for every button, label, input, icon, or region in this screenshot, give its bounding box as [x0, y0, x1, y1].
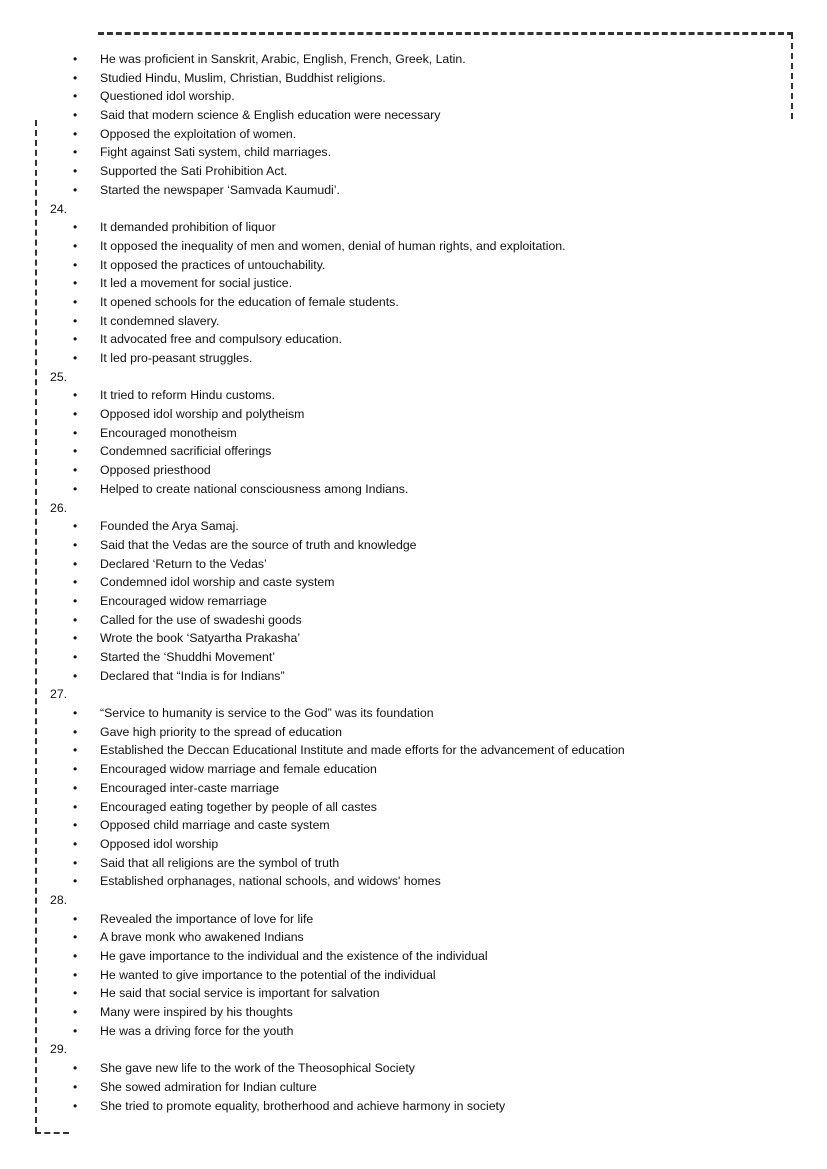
list-item [0, 854, 827, 873]
list-item [0, 872, 827, 891]
list-item-text: Opposed the exploitation of women. [100, 126, 297, 141]
list-item-text: Established orphanages, national schools, and widows' homes [100, 874, 441, 889]
list-item-text: Supported the Sati Prohibition Act. [100, 164, 288, 179]
bullet-icon: • [73, 407, 78, 422]
list-item-text: Wrote the book ‘Satyartha Prakasha’ [100, 631, 301, 646]
bullet-icon: • [73, 836, 78, 851]
list-item-text: He said that social service is important for salvation [100, 986, 380, 1001]
bullet-icon: • [73, 575, 78, 590]
list-item [0, 461, 827, 480]
list-item [0, 704, 827, 723]
list-item [0, 50, 827, 69]
list-item [0, 723, 827, 742]
list-item [0, 910, 827, 929]
bullet-icon: • [73, 967, 78, 982]
list-item-text: Gave high priority to the spread of education [100, 724, 342, 739]
bullet-icon: • [73, 145, 78, 160]
bullet-icon: • [73, 463, 78, 478]
list-item [0, 611, 827, 630]
list-item [0, 798, 827, 817]
list-item [0, 517, 827, 536]
section-number [0, 499, 827, 518]
list-item [0, 555, 827, 574]
list-item [0, 162, 827, 181]
list-item-text: He was proficient in Sanskrit, Arabic, English, French, Greek, Latin. [100, 52, 466, 66]
bullet-icon: • [73, 164, 78, 179]
list-item [0, 779, 827, 798]
bullet-icon: • [73, 911, 78, 926]
list-item [0, 87, 827, 106]
bullet-icon: • [73, 257, 78, 272]
bullet-icon: • [73, 126, 78, 141]
list-item [0, 293, 827, 312]
section-number [0, 1040, 827, 1059]
bullet-icon: • [73, 52, 78, 66]
bullet-icon: • [73, 220, 78, 235]
list-item [0, 256, 827, 275]
list-item-text: Started the newspaper ‘Samvada Kaumudi’. [100, 182, 340, 197]
bullet-icon: • [73, 537, 78, 552]
section-number-label: 25. [50, 369, 68, 384]
list-item-text: A brave monk who awakened Indians [100, 930, 304, 945]
bullet-icon: • [73, 855, 78, 870]
list-item [0, 573, 827, 592]
list-item-text: Opposed priesthood [100, 463, 211, 478]
list-item-text: It led a movement for social justice. [100, 276, 293, 291]
list-item [0, 1022, 827, 1041]
list-item-text: Declared that “India is for Indians” [100, 668, 285, 683]
list-item [0, 1078, 827, 1097]
list-item-text: Condemned idol worship and caste system [100, 575, 335, 590]
section-number [0, 685, 827, 704]
list-item-text: Studied Hindu, Muslim, Christian, Buddhist religions. [100, 70, 386, 85]
bullet-icon: • [73, 1098, 78, 1113]
bullet-icon: • [73, 593, 78, 608]
list-item [0, 592, 827, 611]
list-item [0, 274, 827, 293]
list-item [0, 835, 827, 854]
bullet-icon: • [73, 1023, 78, 1038]
list-item [0, 667, 827, 686]
bullet-icon: • [73, 182, 78, 197]
bullet-icon: • [73, 724, 78, 739]
list-item [0, 480, 827, 499]
list-item-text: He wanted to give importance to the potential of the individual [100, 967, 436, 982]
list-item [0, 536, 827, 555]
section-number-label: 27. [50, 687, 68, 702]
list-item [0, 405, 827, 424]
list-item-text: Opposed idol worship [100, 836, 219, 851]
bullet-icon: • [73, 986, 78, 1001]
list-item-text: It opposed the practices of untouchability. [100, 257, 326, 272]
list-item [0, 330, 827, 349]
bullet-icon: • [73, 631, 78, 646]
list-item-text: Fight against Sati system, child marriages. [100, 145, 331, 160]
list-item [0, 1059, 827, 1078]
bullet-icon: • [73, 612, 78, 627]
list-item-text: Helped to create national consciousness among Indians. [100, 481, 409, 496]
list-item-text: It led pro-peasant struggles. [100, 351, 253, 365]
list-item-text: She sowed admiration for Indian culture [100, 1079, 317, 1094]
list-item-text: Revealed the importance of love for life [100, 911, 314, 926]
bullet-icon: • [73, 818, 78, 833]
list-item-text: “Service to humanity is service to the God” was its foundation [100, 706, 434, 721]
list-item [0, 386, 827, 405]
bullet-icon: • [73, 238, 78, 253]
bullet-icon: • [73, 949, 78, 963]
section-number [0, 200, 827, 219]
list-item-text: It demanded prohibition of liquor [100, 220, 276, 235]
list-item [0, 1097, 827, 1116]
list-item-text: Started the ‘Shuddhi Movement’ [100, 650, 275, 664]
bullet-icon: • [73, 294, 78, 309]
bullet-icon: • [73, 1061, 78, 1076]
list-item [0, 442, 827, 461]
list-item-text: She gave new life to the work of the Theosophical Society [100, 1061, 415, 1076]
list-item [0, 760, 827, 779]
bullet-icon: • [73, 481, 78, 496]
section-number-label: 26. [50, 500, 68, 515]
list-item-text: It advocated free and compulsory education. [100, 332, 342, 347]
bullet-icon: • [73, 1005, 78, 1020]
list-item-text: Condemned sacrificial offerings [100, 444, 272, 459]
bullet-icon: • [73, 799, 78, 814]
list-item [0, 984, 827, 1003]
bullet-icon: • [73, 108, 78, 123]
bullet-icon: • [73, 519, 78, 534]
list-item-text: Opposed idol worship and polytheism [100, 407, 305, 422]
list-item-text: He gave importance to the individual and the existence of the individual [100, 949, 488, 963]
bullet-icon: • [73, 743, 78, 758]
bullet-icon: • [73, 444, 78, 459]
list-item-text: Encouraged inter-caste marriage [100, 780, 280, 795]
list-item [0, 143, 827, 162]
bullet-icon: • [73, 1079, 78, 1094]
list-item-text: Called for the use of swadeshi goods [100, 612, 302, 627]
page-border-bottom [35, 1132, 69, 1134]
list-item [0, 648, 827, 667]
list-item-text: Encouraged monotheism [100, 425, 237, 440]
list-item-text: Founded the Arya Samaj. [100, 519, 239, 534]
list-item [0, 125, 827, 144]
list-item-text: She tried to promote equality, brotherhood and achieve harmony in society [100, 1098, 506, 1113]
list-item [0, 629, 827, 648]
bullet-icon: • [73, 930, 78, 945]
section-number-label: 29. [50, 1042, 68, 1057]
bullet-icon: • [73, 706, 78, 721]
bullet-icon: • [73, 276, 78, 291]
bullet-icon: • [73, 351, 78, 365]
list-item-text: Encouraged widow marriage and female education [100, 762, 377, 777]
list-item-text: He was a driving force for the youth [100, 1023, 294, 1038]
list-item-text: Questioned idol worship. [100, 89, 235, 104]
bullet-icon: • [73, 89, 78, 104]
list-item [0, 1003, 827, 1022]
list-item [0, 741, 827, 760]
bullet-icon: • [73, 425, 78, 440]
list-item-text: It opposed the inequality of men and women, denial of human rights, and exploitation. [100, 238, 566, 253]
section-number-label: 28. [50, 892, 68, 907]
list-item [0, 966, 827, 985]
bullet-icon: • [73, 70, 78, 85]
list-item [0, 947, 827, 966]
list-item [0, 106, 827, 125]
list-item-text: Opposed child marriage and caste system [100, 818, 330, 833]
list-item-text: Said that all religions are the symbol of truth [100, 855, 340, 870]
list-item-text: Encouraged eating together by people of all castes [100, 799, 377, 814]
list-item-text: Many were inspired by his thoughts [100, 1005, 293, 1020]
list-item-text: Declared ‘Return to the Vedas’ [100, 556, 267, 571]
list-item-text: Said that the Vedas are the source of truth and knowledge [100, 537, 417, 552]
bullet-icon: • [73, 556, 78, 571]
list-item-text: It opened schools for the education of female students. [100, 294, 399, 309]
section-number [0, 368, 827, 387]
list-item [0, 69, 827, 88]
list-item [0, 349, 827, 368]
list-item-text: It tried to reform Hindu customs. [100, 388, 275, 403]
list-item [0, 816, 827, 835]
bullet-icon: • [73, 650, 78, 664]
bullet-icon: • [73, 332, 78, 347]
list-item-text: Encouraged widow remarriage [100, 593, 267, 608]
bullet-icon: • [73, 668, 78, 683]
list-item [0, 312, 827, 331]
list-item [0, 218, 827, 237]
bullet-icon: • [73, 762, 78, 777]
section-number-label: 24. [50, 201, 68, 216]
document-body [0, 50, 827, 1115]
list-item [0, 237, 827, 256]
bullet-icon: • [73, 313, 78, 328]
list-item [0, 424, 827, 443]
bullet-icon: • [73, 388, 78, 403]
bullet-icon: • [73, 874, 78, 889]
list-item [0, 928, 827, 947]
section-number [0, 891, 827, 910]
list-item-text: Established the Deccan Educational Institute and made efforts for the advancement of education [100, 743, 625, 758]
list-item-text: Said that modern science & English education were necessary [100, 108, 441, 123]
list-item-text: It condemned slavery. [100, 313, 220, 328]
list-item [0, 181, 827, 200]
page-border-top [98, 32, 793, 35]
bullet-icon: • [73, 780, 78, 795]
